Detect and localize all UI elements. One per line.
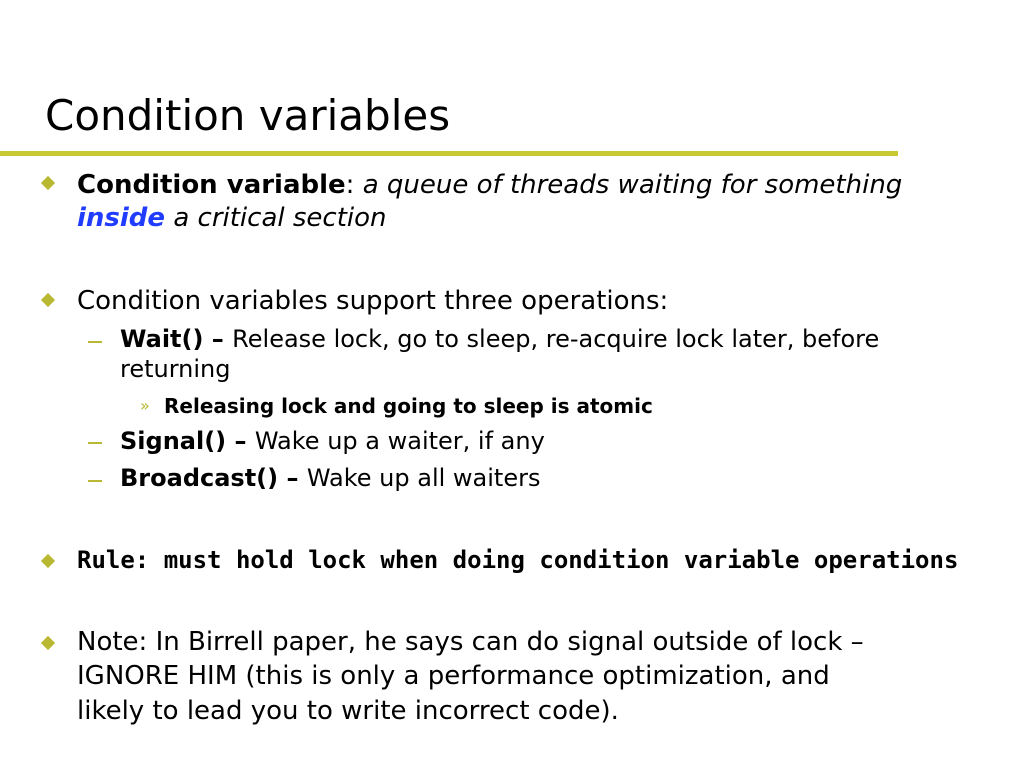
bullet-1-line-1	[77, 168, 902, 202]
broadcast-desc: Wake up all waiters	[306, 464, 541, 492]
condition-variable-definition-2: a critical section	[173, 203, 387, 233]
wait-sep: –	[203, 325, 233, 353]
broadcast-sep: –	[278, 464, 307, 492]
wait-line-2: returning	[120, 355, 231, 383]
subsub-raquo: »	[140, 396, 150, 415]
wait-op: Wait()	[120, 325, 204, 353]
slide-title: Condition variables	[45, 91, 451, 140]
broadcast-line	[120, 463, 540, 493]
signal-desc: Wake up a waiter, if any	[254, 427, 545, 455]
bullet-4-line-2: IGNORE HIM (this is only a performance optimization, and	[77, 661, 830, 691]
bullet-4-line-3: likely to lead you to write incorrect code).	[77, 696, 619, 726]
signal-op: Signal()	[120, 427, 227, 455]
wait-line-1	[120, 324, 879, 354]
bullet-3-rule: Rule: must hold lock when doing condition variable operations	[77, 546, 959, 574]
inside-emphasis: inside	[77, 203, 166, 233]
bullet-1-line-2	[77, 201, 387, 235]
bullet-diamond-4	[41, 636, 55, 650]
bullet-diamond-1	[41, 176, 55, 190]
subbullet-dash-wait	[88, 341, 102, 343]
condition-variable-sep: :	[345, 170, 355, 200]
subsub-text: Releasing lock and going to sleep is atomic	[164, 394, 653, 418]
subbullet-dash-signal	[88, 442, 102, 444]
bullet-diamond-3	[41, 554, 55, 568]
subbullet-dash-broadcast	[88, 480, 102, 482]
condition-variable-definition-1: a queue of threads waiting for something	[362, 170, 903, 200]
wait-desc-1: Release lock, go to sleep, re-acquire lock later, before	[232, 325, 880, 353]
bullet-diamond-2	[41, 293, 55, 307]
bullet-4-line-1: Note: In Birrell paper, he says can do signal outside of lock –	[77, 627, 864, 657]
condition-variable-term: Condition variable	[77, 170, 346, 200]
broadcast-op: Broadcast()	[120, 464, 279, 492]
signal-line	[120, 426, 545, 456]
signal-sep: –	[226, 427, 255, 455]
bullet-2-text: Condition variables support three operations:	[77, 286, 669, 316]
